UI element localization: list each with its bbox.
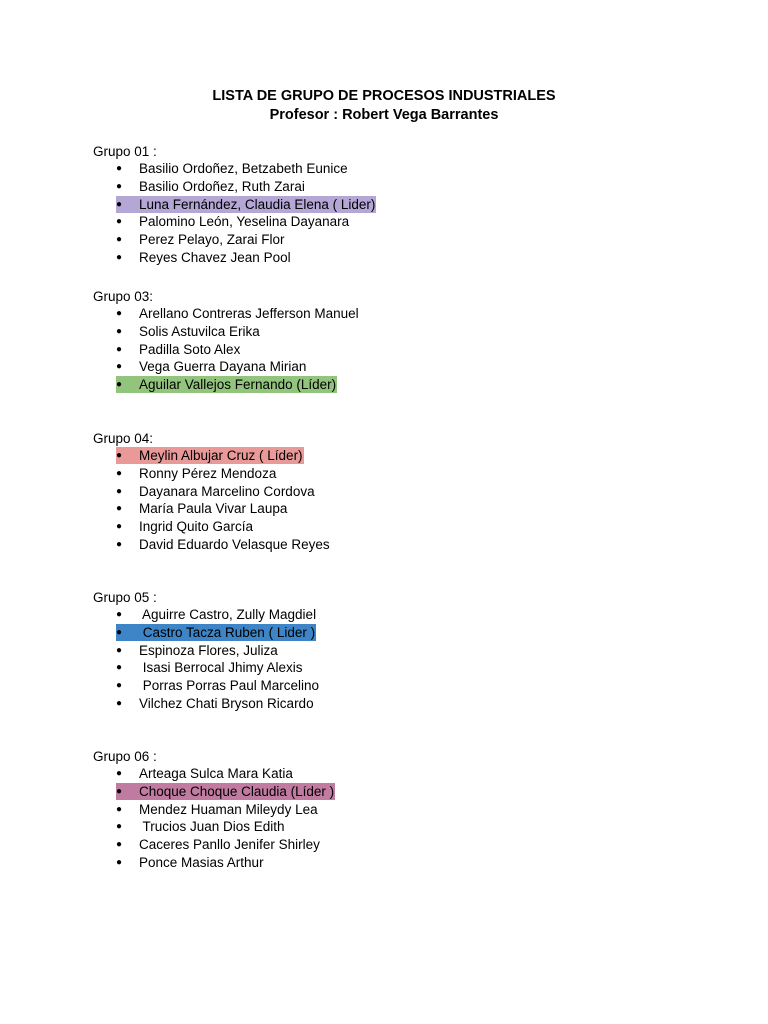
document-subtitle: Profesor : Robert Vega Barrantes bbox=[269, 107, 499, 123]
group-label: Grupo 06 : bbox=[93, 749, 157, 764]
list-item bbox=[116, 213, 349, 230]
bullet-icon: ● bbox=[116, 180, 123, 192]
member-name: Choque Choque Claudia (Líder ) bbox=[139, 783, 335, 799]
list-item bbox=[116, 836, 320, 853]
bullet-icon: ● bbox=[116, 379, 123, 391]
leader-list-item bbox=[116, 624, 316, 641]
list-item bbox=[116, 606, 316, 623]
bullet-icon: ● bbox=[116, 539, 123, 550]
member-name: Perez Pelayo, Zarai Flor bbox=[139, 232, 285, 248]
member-name: María Paula Vivar Laupa bbox=[139, 501, 288, 517]
member-name: Espinoza Flores, Juliza bbox=[139, 642, 278, 658]
member-name: Ingrid Quito García bbox=[139, 519, 254, 535]
list-item bbox=[116, 818, 285, 835]
member-name: Mendez Huaman Mileydy Lea bbox=[139, 801, 318, 817]
member-name: Trucios Juan Dios Edith bbox=[139, 819, 285, 835]
bullet-icon: ● bbox=[116, 785, 123, 797]
list-item bbox=[116, 677, 319, 694]
member-name: Arteaga Sulca Mara Katia bbox=[139, 766, 293, 781]
bullet-icon: ● bbox=[116, 325, 123, 337]
member-name: Vilchez Chati Bryson Ricardo bbox=[139, 696, 314, 711]
leader-list-item bbox=[116, 376, 337, 393]
bullet-icon: ● bbox=[116, 485, 123, 497]
list-item bbox=[116, 695, 314, 712]
bullet-icon: ● bbox=[116, 467, 123, 479]
bullet-icon: ● bbox=[116, 252, 123, 263]
list-item bbox=[116, 642, 278, 659]
member-name: Basilio Ordoñez, Ruth Zarai bbox=[139, 178, 305, 194]
bullet-icon: ● bbox=[116, 626, 123, 638]
group-label: Grupo 05 : bbox=[93, 590, 157, 605]
member-name: Basilio Ordoñez, Betzabeth Eunice bbox=[139, 161, 348, 176]
bullet-icon: ● bbox=[116, 768, 123, 779]
member-name: Reyes Chavez Jean Pool bbox=[139, 250, 291, 265]
list-item bbox=[116, 178, 305, 195]
member-name: David Eduardo Velasque Reyes bbox=[139, 537, 330, 552]
list-item bbox=[116, 358, 306, 375]
bullet-icon: ● bbox=[116, 698, 123, 709]
group-label: Grupo 03: bbox=[93, 289, 154, 304]
document-title: LISTA DE GRUPO DE PROCESOS INDUSTRIALES bbox=[212, 88, 556, 104]
list-item bbox=[116, 305, 359, 322]
list-item bbox=[116, 323, 260, 340]
member-name: Palomino León, Yeselina Dayanara bbox=[139, 214, 350, 230]
bullet-icon: ● bbox=[116, 503, 123, 515]
leader-list-item bbox=[116, 783, 335, 800]
list-item bbox=[116, 160, 348, 177]
bullet-icon: ● bbox=[116, 163, 123, 174]
bullet-icon: ● bbox=[116, 198, 123, 210]
member-name: Porras Porras Paul Marcelino bbox=[139, 678, 320, 694]
list-item bbox=[116, 518, 253, 535]
bullet-icon: ● bbox=[116, 839, 123, 851]
leader-list-item bbox=[116, 196, 376, 213]
member-name: Aguilar Vallejos Fernando (Líder) bbox=[139, 377, 337, 393]
list-item bbox=[116, 231, 285, 248]
bullet-icon: ● bbox=[116, 521, 123, 533]
bullet-icon: ● bbox=[116, 609, 123, 620]
member-name: Padilla Soto Alex bbox=[139, 341, 241, 357]
member-name: Castro Tacza Ruben ( Lider ) bbox=[139, 624, 316, 640]
member-name: Caceres Panllo Jenifer Shirley bbox=[139, 837, 320, 853]
member-name: Isasi Berrocal Jhimy Alexis bbox=[139, 660, 303, 676]
member-name: Luna Fernández, Claudia Elena ( Lider) bbox=[139, 196, 376, 212]
bullet-icon: ● bbox=[116, 644, 123, 656]
member-name: Dayanara Marcelino Cordova bbox=[139, 483, 315, 499]
list-item bbox=[116, 500, 287, 517]
member-name: Solis Astuvilca Erika bbox=[139, 323, 260, 339]
bullet-icon: ● bbox=[116, 450, 123, 461]
member-name: Ponce Masias Arthur bbox=[139, 855, 264, 870]
list-item bbox=[116, 249, 291, 266]
list-item bbox=[116, 341, 240, 358]
list-item bbox=[116, 765, 293, 782]
list-item bbox=[116, 659, 303, 676]
bullet-icon: ● bbox=[116, 662, 123, 674]
group-label: Grupo 01 : bbox=[93, 144, 157, 159]
member-name: Vega Guerra Dayana Mirian bbox=[139, 359, 307, 375]
list-item bbox=[116, 465, 276, 482]
member-name: Aguirre Castro, Zully Magdiel bbox=[139, 607, 317, 622]
bullet-icon: ● bbox=[116, 857, 123, 868]
leader-list-item bbox=[116, 447, 304, 464]
list-item bbox=[116, 536, 330, 553]
group-label: Grupo 04: bbox=[93, 431, 154, 446]
bullet-icon: ● bbox=[116, 803, 123, 815]
bullet-icon: ● bbox=[116, 361, 123, 373]
bullet-icon: ● bbox=[116, 680, 123, 692]
bullet-icon: ● bbox=[116, 821, 123, 833]
member-name: Ronny Pérez Mendoza bbox=[139, 465, 277, 481]
member-name: Arellano Contreras Jefferson Manuel bbox=[139, 306, 359, 321]
list-item bbox=[116, 854, 264, 871]
bullet-icon: ● bbox=[116, 234, 123, 246]
member-name: Meylin Albujar Cruz ( Líder) bbox=[139, 448, 303, 463]
bullet-icon: ● bbox=[116, 308, 123, 319]
bullet-icon: ● bbox=[116, 343, 123, 355]
list-item bbox=[116, 801, 318, 818]
list-item bbox=[116, 483, 315, 500]
bullet-icon: ● bbox=[116, 216, 123, 228]
